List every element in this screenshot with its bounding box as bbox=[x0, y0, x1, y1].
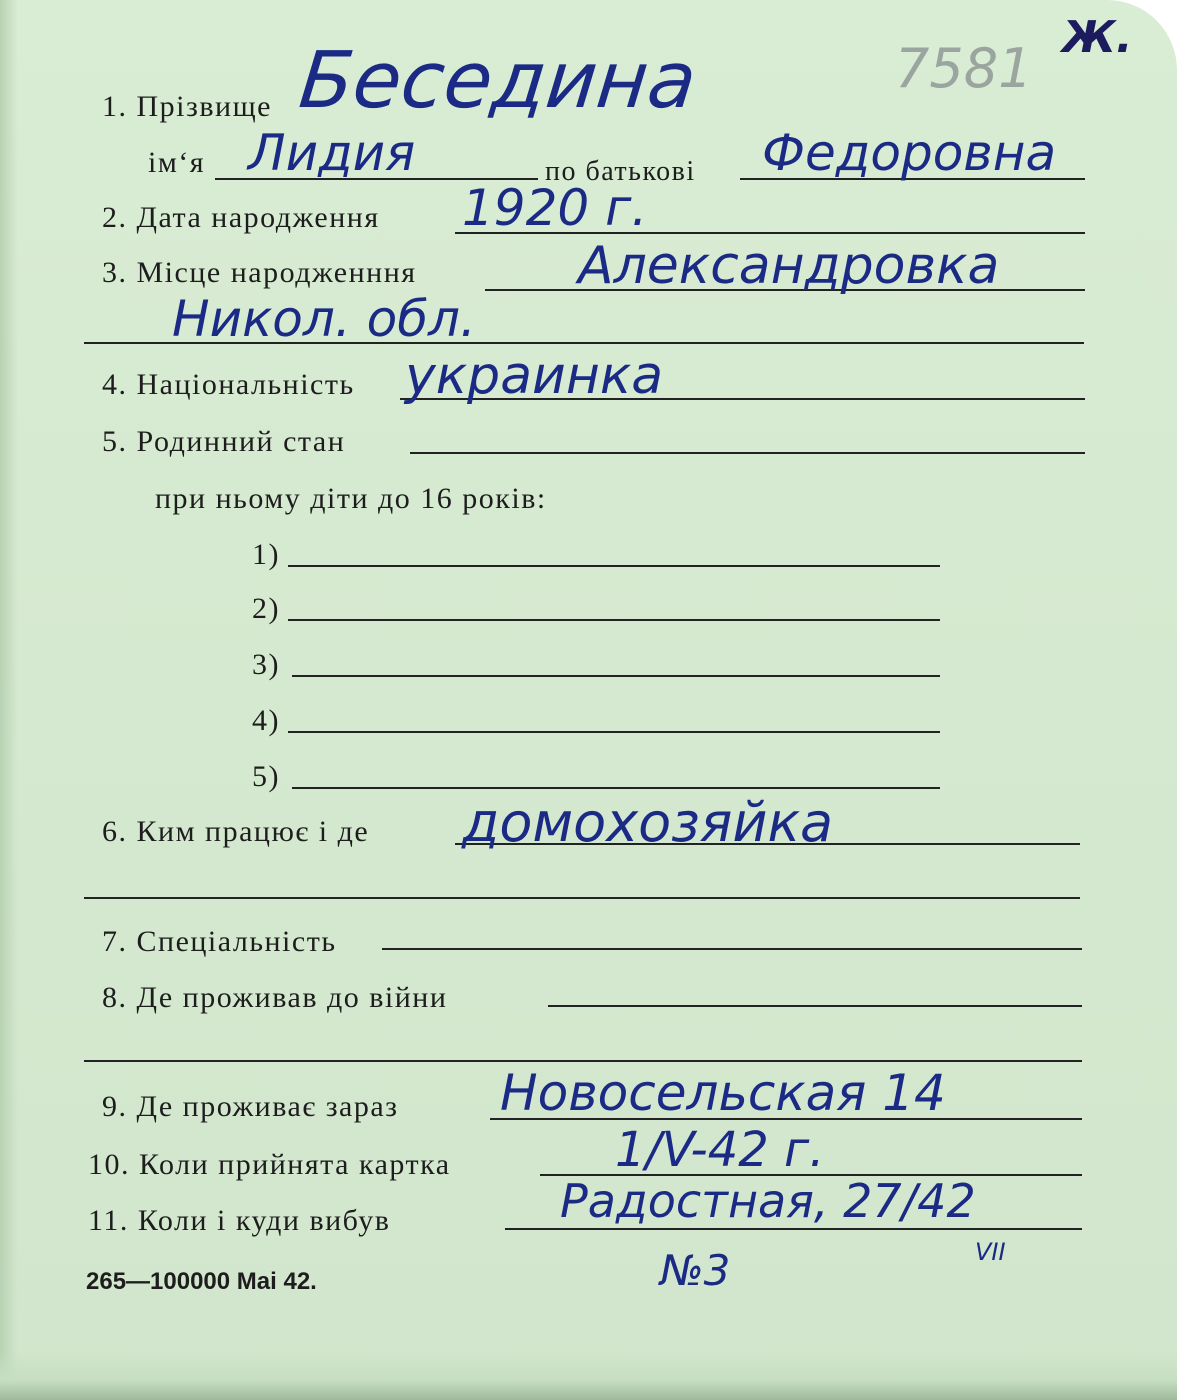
marital-status-label: 5. Родинний стан bbox=[102, 425, 346, 458]
patronymic-label: по батькові bbox=[545, 156, 696, 187]
child-3-num: 3) bbox=[252, 648, 280, 681]
departure-month: VII bbox=[975, 1238, 1006, 1266]
nationality-label: 4. Національність bbox=[102, 368, 355, 401]
departure-label: 11. Коли і куди вибув bbox=[88, 1204, 391, 1237]
current-residence-label: 9. Де проживає зараз bbox=[102, 1090, 399, 1123]
current-residence-value: Новосельская 14 bbox=[500, 1064, 946, 1122]
child-3-line bbox=[292, 675, 940, 677]
departure-line bbox=[505, 1228, 1082, 1230]
birth-date-value: 1920 г. bbox=[462, 179, 648, 237]
child-5-line bbox=[292, 787, 940, 789]
marital-status-line bbox=[410, 452, 1085, 454]
child-2-line bbox=[288, 619, 940, 621]
name-value: Лидия bbox=[248, 124, 416, 182]
card-bottom-edge bbox=[0, 1350, 1177, 1400]
nationality-value: украинка bbox=[405, 346, 664, 406]
card-left-edge bbox=[0, 0, 18, 1400]
card-accepted-value: 1/V-42 г. bbox=[615, 1122, 825, 1178]
occupation-value: домохозяйка bbox=[462, 791, 834, 854]
corner-mark: Ж. bbox=[1062, 12, 1133, 63]
surname-label: 1. Прізвище bbox=[102, 90, 272, 123]
child-4-num: 4) bbox=[252, 704, 280, 737]
occupation-label: 6. Ким працює і де bbox=[102, 815, 370, 848]
child-1-line bbox=[288, 565, 940, 567]
child-5-num: 5) bbox=[252, 760, 280, 793]
prewar-residence-line-1 bbox=[548, 1005, 1082, 1007]
patronymic-value: Федоровна bbox=[762, 124, 1057, 182]
card-number: 7581 bbox=[895, 37, 1033, 100]
birth-place-value-2: Никол. обл. bbox=[172, 290, 476, 348]
surname-value: Беседина bbox=[295, 36, 701, 126]
child-2-num: 2) bbox=[252, 592, 280, 625]
children-label: при ньому діти до 16 років: bbox=[155, 482, 547, 515]
speciality-label: 7. Спеціальність bbox=[102, 925, 337, 958]
prewar-residence-line-2 bbox=[84, 1060, 1082, 1062]
birth-date-label: 2. Дата народження bbox=[102, 201, 380, 234]
occupation-line-2 bbox=[84, 897, 1080, 899]
departure-value: Радостная, 27/42 bbox=[560, 1174, 976, 1228]
card-accepted-label: 10. Коли прийнята картка bbox=[88, 1148, 451, 1181]
speciality-line bbox=[382, 948, 1082, 950]
child-1-num: 1) bbox=[252, 538, 280, 571]
print-run-footer: 265—100000 Mai 42. bbox=[86, 1268, 317, 1295]
birth-place-value-1: Александровка bbox=[578, 236, 1000, 296]
birth-place-label: 3. Місце народженння bbox=[102, 256, 417, 289]
departure-number: №3 bbox=[660, 1246, 731, 1295]
name-label: ім‘я bbox=[148, 146, 206, 179]
child-4-line bbox=[288, 731, 940, 733]
prewar-residence-label: 8. Де проживав до війни bbox=[102, 981, 448, 1014]
